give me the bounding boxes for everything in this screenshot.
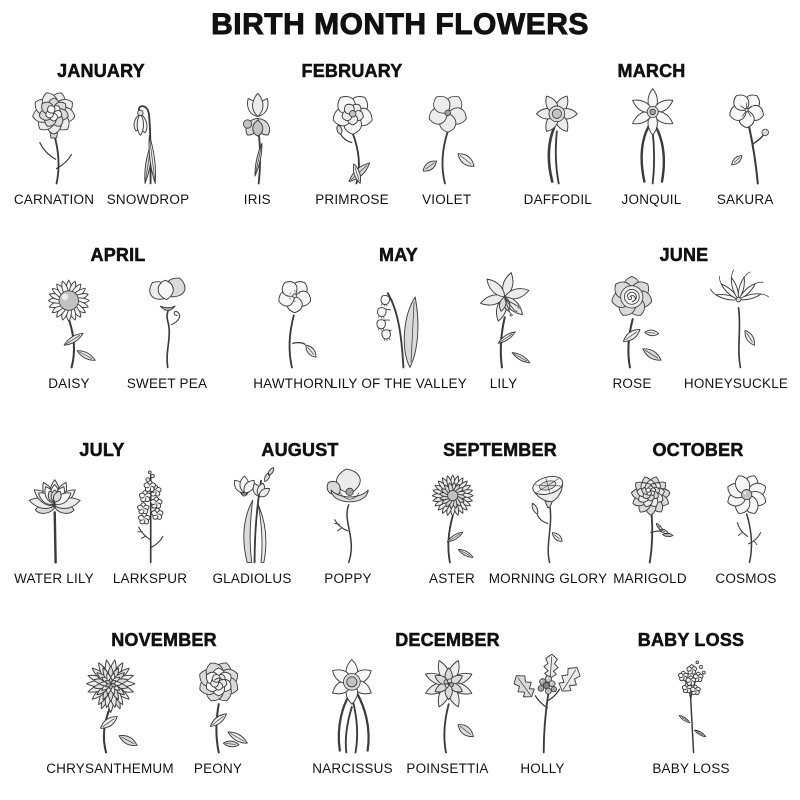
- flower-list: [580, 269, 788, 391]
- month-group-baby-loss: [629, 630, 753, 776]
- flower-list: [629, 654, 753, 776]
- flower-label: ROSE: [612, 376, 652, 391]
- month-group-april: [20, 245, 216, 391]
- month-group-july: [6, 440, 198, 586]
- flower-label: DAISY: [48, 376, 90, 391]
- page-title: BIRTH MONTH FLOWERS: [211, 8, 589, 41]
- flower-item: [488, 464, 608, 586]
- flower-label: IRIS: [243, 192, 271, 207]
- month-title: FEBRUARY: [301, 61, 403, 81]
- month-group-november: [46, 630, 272, 776]
- flower-item: [511, 85, 605, 207]
- flower-label: HONEYSUCKLE: [683, 376, 789, 391]
- flower-label: JONQUIL: [621, 192, 682, 207]
- daisy-flower-icon: [27, 269, 111, 373]
- flower-list: [6, 464, 198, 586]
- flower-label: WATER LILY: [14, 571, 94, 586]
- honeysuckle-flower-icon: [694, 269, 778, 373]
- month-title: APRIL: [90, 245, 146, 265]
- flower-label: MORNING GLORY: [488, 571, 608, 586]
- lily-of-the-valley-flower-icon: [357, 269, 441, 373]
- flower-label: SNOWDROP: [106, 192, 190, 207]
- flower-item: [404, 464, 500, 586]
- flower-item: [210, 85, 305, 207]
- flower-label: POINSETTIA: [406, 761, 489, 776]
- water-lily-flower-icon: [12, 464, 96, 568]
- month-group-december: [305, 630, 590, 776]
- flower-item: [451, 269, 556, 391]
- flower-list: [210, 85, 494, 207]
- narcissus-flower-icon: [311, 654, 395, 758]
- month-title: JUNE: [659, 245, 709, 265]
- flower-item: [605, 85, 699, 207]
- flower-item: [241, 269, 346, 391]
- flower-item: [698, 85, 792, 207]
- flower-label: COSMOS: [715, 571, 777, 586]
- flower-item: [330, 269, 467, 391]
- month-group-september: [404, 440, 608, 586]
- flower-label: MARIGOLD: [613, 571, 687, 586]
- flower-list: [20, 269, 216, 391]
- flower-item: [7, 85, 101, 207]
- flower-item: [399, 85, 494, 207]
- primrose-flower-icon: [310, 85, 394, 189]
- flower-label: CARNATION: [13, 192, 95, 207]
- month-title: BABY LOSS: [637, 630, 745, 650]
- month-title: MAY: [379, 245, 418, 265]
- flower-item: [495, 654, 590, 776]
- peony-flower-icon: [176, 654, 260, 758]
- iris-flower-icon: [216, 85, 300, 189]
- flower-label: SAKURA: [716, 192, 774, 207]
- sweet-pea-flower-icon: [125, 269, 209, 373]
- flower-label: VIOLET: [422, 192, 472, 207]
- flower-item: [102, 464, 198, 586]
- gladiolus-flower-icon: [210, 464, 294, 568]
- flower-label: PRIMROSE: [315, 192, 389, 207]
- marigold-flower-icon: [608, 464, 692, 568]
- month-title: JULY: [79, 440, 125, 460]
- flower-label: NARCISSUS: [312, 761, 393, 776]
- month-group-march: [511, 61, 792, 207]
- sakura-flower-icon: [703, 85, 787, 189]
- flower-item: [118, 269, 216, 391]
- flower-list: [305, 654, 590, 776]
- flower-label: LILY: [489, 376, 518, 391]
- daffodil-flower-icon: [516, 85, 600, 189]
- flower-label: LILY OF THE VALLEY: [330, 376, 467, 391]
- snowdrop-flower-icon: [106, 85, 190, 189]
- flower-item: [698, 464, 794, 586]
- flower-label: DAFFODIL: [523, 192, 593, 207]
- flower-label: PEONY: [193, 761, 243, 776]
- flower-item: [6, 464, 102, 586]
- poppy-flower-icon: [306, 464, 390, 568]
- hawthorn-flower-icon: [252, 269, 336, 373]
- flower-item: [164, 654, 272, 776]
- month-title: DECEMBER: [395, 630, 500, 650]
- flower-item: [602, 464, 698, 586]
- flower-list: [602, 464, 794, 586]
- flower-item: [400, 654, 495, 776]
- flower-list: [204, 464, 396, 586]
- jonquil-flower-icon: [610, 85, 694, 189]
- flower-item: [46, 654, 174, 776]
- cosmos-flower-icon: [704, 464, 788, 568]
- flower-list: [46, 654, 272, 776]
- flower-item: [101, 85, 195, 207]
- flower-item: [305, 85, 400, 207]
- flower-item: [305, 654, 400, 776]
- month-title: OCTOBER: [652, 440, 744, 460]
- holly-flower-icon: [501, 654, 585, 758]
- flower-list: [404, 464, 608, 586]
- flower-item: [204, 464, 300, 586]
- flower-item: [684, 269, 788, 391]
- month-group-october: [602, 440, 794, 586]
- flower-label: BABY LOSS: [652, 761, 730, 776]
- violet-flower-icon: [405, 85, 489, 189]
- flower-label: GLADIOLUS: [212, 571, 292, 586]
- lily-flower-icon: [462, 269, 546, 373]
- flower-label: CHRYSANTHEMUM: [46, 761, 174, 776]
- month-title: SEPTEMBER: [443, 440, 557, 460]
- chrysanthemum-flower-icon: [68, 654, 152, 758]
- flower-label: HOLLY: [520, 761, 565, 776]
- flower-item: [629, 654, 753, 776]
- month-title: MARCH: [617, 61, 686, 81]
- flower-list: [7, 85, 195, 207]
- flower-list: [511, 85, 792, 207]
- rose-flower-icon: [590, 269, 674, 373]
- flower-label: LARKSPUR: [112, 571, 188, 586]
- flower-item: [300, 464, 396, 586]
- aster-flower-icon: [410, 464, 494, 568]
- flower-item: [580, 269, 684, 391]
- month-group-january: [7, 61, 195, 207]
- baby-loss-flower-icon: [649, 654, 733, 758]
- morning-glory-flower-icon: [506, 464, 590, 568]
- month-title: JANUARY: [57, 61, 145, 81]
- flower-label: SWEET PEA: [126, 376, 208, 391]
- flower-label: HAWTHORN: [253, 376, 334, 391]
- flower-list: [241, 269, 556, 391]
- month-group-june: [580, 245, 788, 391]
- month-group-may: [241, 245, 556, 391]
- larkspur-flower-icon: [108, 464, 192, 568]
- month-group-february: [210, 61, 494, 207]
- flower-label: POPPY: [324, 571, 372, 586]
- flower-label: ASTER: [428, 571, 475, 586]
- poinsettia-flower-icon: [406, 654, 490, 758]
- month-title: AUGUST: [261, 440, 339, 460]
- carnation-flower-icon: [12, 85, 96, 189]
- month-title: NOVEMBER: [111, 630, 217, 650]
- month-group-august: [204, 440, 396, 586]
- flower-item: [20, 269, 118, 391]
